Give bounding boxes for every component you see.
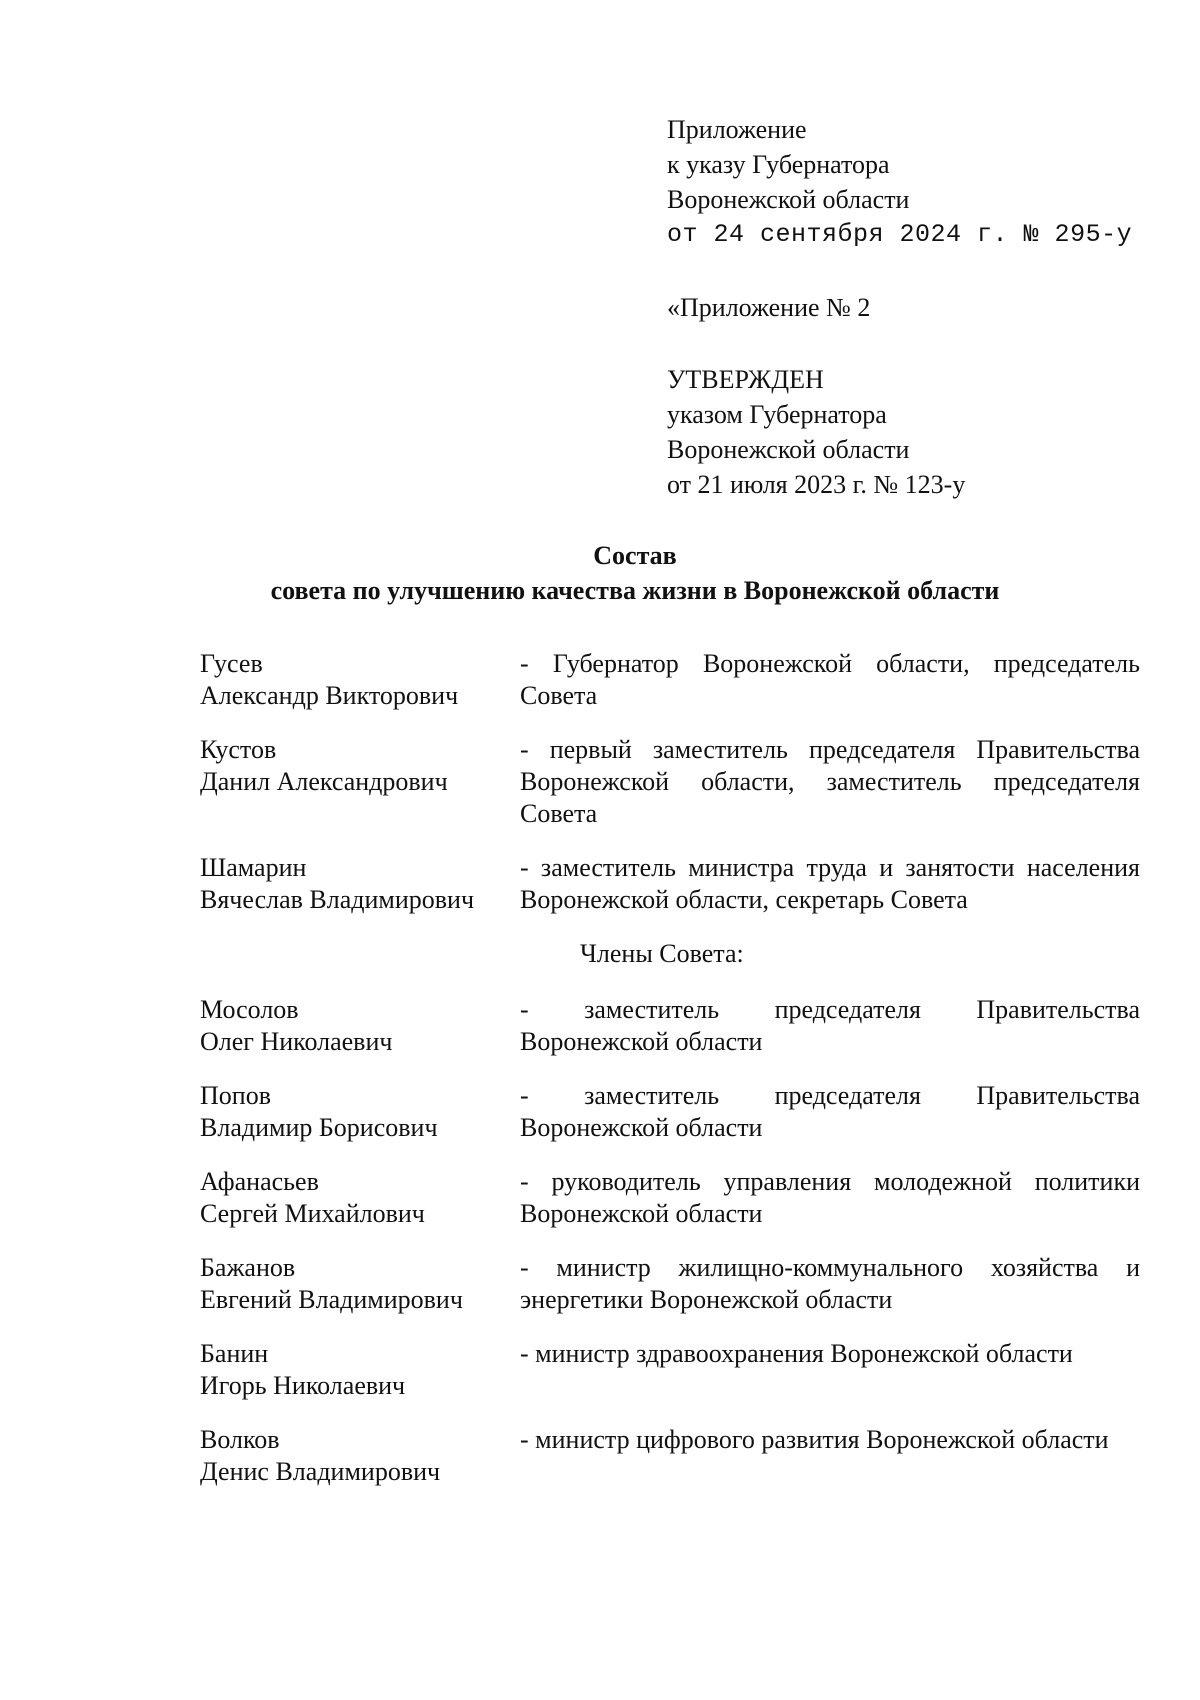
- approved-line-4: от 21 июля 2023 г. № 123-у: [667, 470, 966, 499]
- member-surname: Попов: [200, 1081, 271, 1110]
- member-name: [200, 1338, 520, 1402]
- member-row: [200, 1252, 1140, 1316]
- member-row: [200, 1166, 1140, 1230]
- member-surname: Шамарин: [200, 853, 307, 882]
- member-surname: Банин: [200, 1339, 269, 1368]
- member-given-name: Данил Александрович: [200, 767, 448, 796]
- member-row: [200, 1338, 1140, 1402]
- member-surname: Бажанов: [200, 1253, 296, 1282]
- member-name: [200, 1166, 520, 1230]
- member-role: - заместитель министра труда и занятости населения Воронежской области, секретарь Совета: [520, 853, 1140, 914]
- document-title: [0, 538, 1200, 608]
- member-row: [200, 1080, 1140, 1144]
- member-given-name: Олег Николаевич: [200, 1027, 393, 1056]
- member-role: - заместитель председателя Правительства Воронежской области: [520, 995, 1140, 1056]
- member-role: - первый заместитель председателя Правительства Воронежской области, заместитель председателя Совета: [520, 735, 1140, 828]
- member-surname: Кустов: [200, 735, 277, 764]
- member-name: [200, 648, 520, 712]
- member-row: [200, 734, 1140, 830]
- member-row: [200, 994, 1140, 1058]
- member-row: [200, 1424, 1140, 1488]
- member-name: [200, 1252, 520, 1316]
- member-name: [200, 852, 520, 916]
- member-given-name: Владимир Борисович: [200, 1113, 438, 1142]
- member-role: - руководитель управления молодежной политики Воронежской области: [520, 1167, 1140, 1228]
- member-name: [200, 994, 520, 1058]
- member-given-name: Александр Викторович: [200, 681, 459, 710]
- member-given-name: Денис Владимирович: [200, 1457, 441, 1486]
- member-row: [200, 852, 1140, 916]
- appendix-2-label: [667, 290, 1167, 325]
- member-name: [200, 1080, 520, 1144]
- title-line-1: Состав: [593, 541, 677, 570]
- member-row: [200, 648, 1140, 712]
- approved-line-1: УТВЕРЖДЕН: [667, 365, 824, 394]
- appendix-line-1: Приложение: [667, 115, 807, 144]
- member-surname: Мосолов: [200, 995, 299, 1024]
- member-role: - министр цифрового развития Воронежской области: [520, 1425, 1109, 1454]
- member-name: [200, 734, 520, 830]
- appendix-decree-number: от 24 сентября 2024 г. № 295-у: [667, 220, 1133, 249]
- member-given-name: Евгений Владимирович: [200, 1285, 463, 1314]
- member-role: - Губернатор Воронежской области, председатель Совета: [520, 649, 1140, 710]
- appendix-2-text: «Приложение № 2: [667, 293, 871, 322]
- members-section-label: Члены Совета:: [580, 939, 744, 968]
- approved-stamp: [667, 362, 1167, 502]
- appendix-line-2: к указу Губернатора: [667, 150, 890, 179]
- member-name: [200, 1424, 520, 1488]
- approved-line-3: Воронежской области: [667, 435, 910, 464]
- member-given-name: Вячеслав Владимирович: [200, 885, 475, 914]
- member-surname: Афанасьев: [200, 1167, 319, 1196]
- title-line-2: совета по улучшению качества жизни в Воронежской области: [270, 576, 1000, 605]
- approved-line-2: указом Губернатора: [667, 400, 887, 429]
- member-given-name: Сергей Михайлович: [200, 1199, 425, 1228]
- member-surname: Гусев: [200, 649, 263, 678]
- member-surname: Волков: [200, 1425, 280, 1454]
- member-role: - министр здравоохранения Воронежской области: [520, 1339, 1073, 1368]
- appendix-header: [667, 112, 1167, 252]
- council-composition: [200, 648, 1140, 1510]
- member-role: - министр жилищно-коммунального хозяйства и энергетики Воронежской области: [520, 1253, 1140, 1314]
- member-given-name: Игорь Николаевич: [200, 1371, 406, 1400]
- appendix-line-3: Воронежской области: [667, 185, 910, 214]
- member-role: - заместитель председателя Правительства Воронежской области: [520, 1081, 1140, 1142]
